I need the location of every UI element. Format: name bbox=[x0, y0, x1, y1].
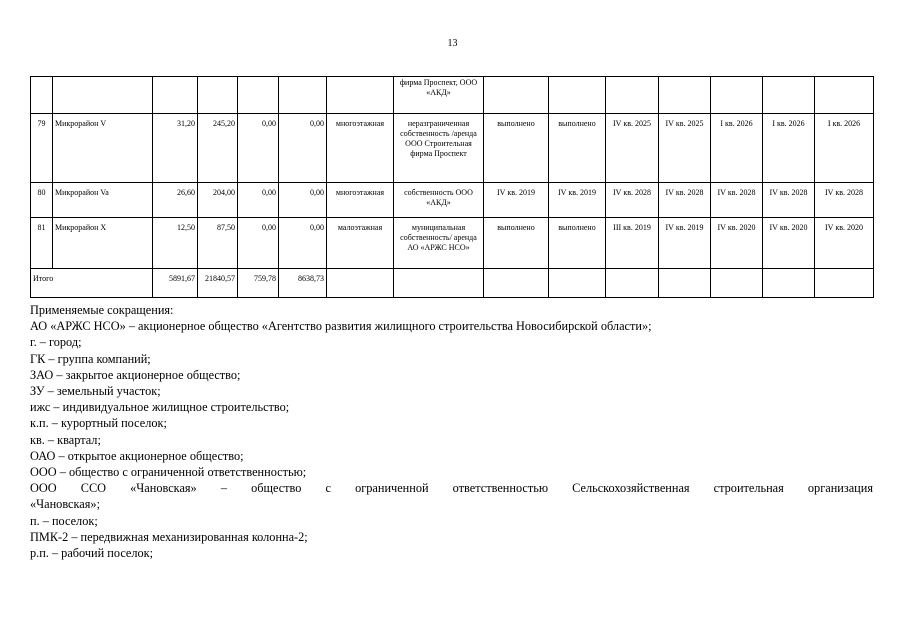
abbreviation-item: ЗАО – закрытое акционерное общество; bbox=[30, 367, 241, 382]
quarter-3 bbox=[711, 77, 763, 114]
total-col4: 8638,73 bbox=[279, 269, 327, 298]
quarter-1 bbox=[606, 77, 659, 114]
status-2: выполнено bbox=[549, 114, 606, 183]
table-row bbox=[31, 77, 874, 114]
ownership-info: фирма Проспект, ООО «АКД» bbox=[394, 77, 484, 114]
area-value: 31,20 bbox=[153, 114, 198, 183]
quarter-2: IV кв. 2028 bbox=[659, 183, 711, 218]
capacity-value bbox=[198, 77, 238, 114]
ownership-info: неразграниченная собственность /аренда ООО Строительная фирма Проспект bbox=[394, 114, 484, 183]
quarter-4: IV кв. 2020 bbox=[763, 218, 815, 269]
status-1: выполнено bbox=[484, 218, 549, 269]
total-label: Итого bbox=[31, 269, 153, 298]
abbreviation-item: ГК – группа компаний; bbox=[30, 351, 151, 366]
total-row bbox=[31, 269, 874, 298]
abbreviation-item: к.п. – курортный поселок; bbox=[30, 416, 167, 431]
status-1 bbox=[484, 77, 549, 114]
total-col3: 759,78 bbox=[238, 269, 279, 298]
row-number bbox=[31, 77, 53, 114]
district-name: Микрорайон V bbox=[53, 114, 153, 183]
capacity-value: 245,20 bbox=[198, 114, 238, 183]
capacity-value: 204,00 bbox=[198, 183, 238, 218]
quarter-1: III кв. 2019 bbox=[606, 218, 659, 269]
status-2: IV кв. 2019 bbox=[549, 183, 606, 218]
col4-value: 0,00 bbox=[279, 183, 327, 218]
quarter-5: I кв. 2026 bbox=[815, 114, 874, 183]
table-row bbox=[31, 114, 874, 183]
page-number: 13 bbox=[447, 38, 458, 49]
abbreviation-item: АО «АРЖС НСО» – акционерное общество «Агентство развития жилищного строительства Новосибирской области»; bbox=[30, 319, 652, 334]
row-number: 80 bbox=[31, 183, 53, 218]
quarter-5: IV кв. 2028 bbox=[815, 183, 874, 218]
abbreviation-item-long-cont: «Чановская»; bbox=[30, 497, 100, 512]
abbreviation-item-long: ООО ССО «Чановская» – общество с ограниченной ответственностью Сельскохозяйственная строительная организация bbox=[30, 481, 873, 496]
col3-value: 0,00 bbox=[238, 218, 279, 269]
ownership-info: собственность ООО «АКД» bbox=[394, 183, 484, 218]
quarter-5 bbox=[815, 77, 874, 114]
quarter-3: IV кв. 2020 bbox=[711, 218, 763, 269]
abbreviation-item: кв. – квартал; bbox=[30, 432, 101, 447]
building-type: многоэтажная bbox=[327, 114, 394, 183]
quarter-4 bbox=[763, 77, 815, 114]
status-2: выполнено bbox=[549, 218, 606, 269]
total-capacity: 21840,57 bbox=[198, 269, 238, 298]
row-number: 81 bbox=[31, 218, 53, 269]
quarter-3: IV кв. 2028 bbox=[711, 183, 763, 218]
abbreviation-item: ижс – индивидуальное жилищное строительство; bbox=[30, 400, 290, 415]
abbreviations-section bbox=[30, 302, 873, 561]
quarter-2 bbox=[659, 77, 711, 114]
quarter-1: IV кв. 2028 bbox=[606, 183, 659, 218]
total-area: 5891,67 bbox=[153, 269, 198, 298]
building-type: малоэтажная bbox=[327, 218, 394, 269]
quarter-3: I кв. 2026 bbox=[711, 114, 763, 183]
abbreviation-item: п. – поселок; bbox=[30, 513, 98, 528]
abbreviation-item: ООО – общество с ограниченной ответственностью; bbox=[30, 465, 307, 480]
area-value: 12,50 bbox=[153, 218, 198, 269]
col4-value: 0,00 bbox=[279, 114, 327, 183]
building-type bbox=[327, 77, 394, 114]
area-value bbox=[153, 77, 198, 114]
col4-value: 0,00 bbox=[279, 218, 327, 269]
row-number: 79 bbox=[31, 114, 53, 183]
abbreviation-item: ОАО – открытое акционерное общество; bbox=[30, 448, 244, 463]
district-name: Микрорайон X bbox=[53, 218, 153, 269]
quarter-2: IV кв. 2025 bbox=[659, 114, 711, 183]
abbreviation-item: ПМК-2 – передвижная механизированная колонна-2; bbox=[30, 529, 308, 544]
quarter-4: IV кв. 2028 bbox=[763, 183, 815, 218]
col3-value: 0,00 bbox=[238, 114, 279, 183]
quarter-5: IV кв. 2020 bbox=[815, 218, 874, 269]
status-1: IV кв. 2019 bbox=[484, 183, 549, 218]
district-name bbox=[53, 77, 153, 114]
col3-value: 0,00 bbox=[238, 183, 279, 218]
abbreviations-heading: Применяемые сокращения: bbox=[30, 303, 174, 317]
ownership-info: муниципальная собственность/ аренда АО «АРЖС НСО» bbox=[394, 218, 484, 269]
status-2 bbox=[549, 77, 606, 114]
district-name: Микрорайон Va bbox=[53, 183, 153, 218]
status-1: выполнено bbox=[484, 114, 549, 183]
col3-value bbox=[238, 77, 279, 114]
col4-value bbox=[279, 77, 327, 114]
table-row bbox=[31, 218, 874, 269]
building-type: многоэтажная bbox=[327, 183, 394, 218]
abbreviation-item: г. – город; bbox=[30, 335, 82, 350]
abbreviation-item: р.п. – рабочий поселок; bbox=[30, 546, 154, 561]
table-row bbox=[31, 183, 874, 218]
quarter-4: I кв. 2026 bbox=[763, 114, 815, 183]
quarter-2: IV кв. 2019 bbox=[659, 218, 711, 269]
quarter-1: IV кв. 2025 bbox=[606, 114, 659, 183]
land-plots-table bbox=[30, 76, 874, 298]
abbreviation-item: ЗУ – земельный участок; bbox=[30, 384, 161, 399]
capacity-value: 87,50 bbox=[198, 218, 238, 269]
area-value: 26,60 bbox=[153, 183, 198, 218]
